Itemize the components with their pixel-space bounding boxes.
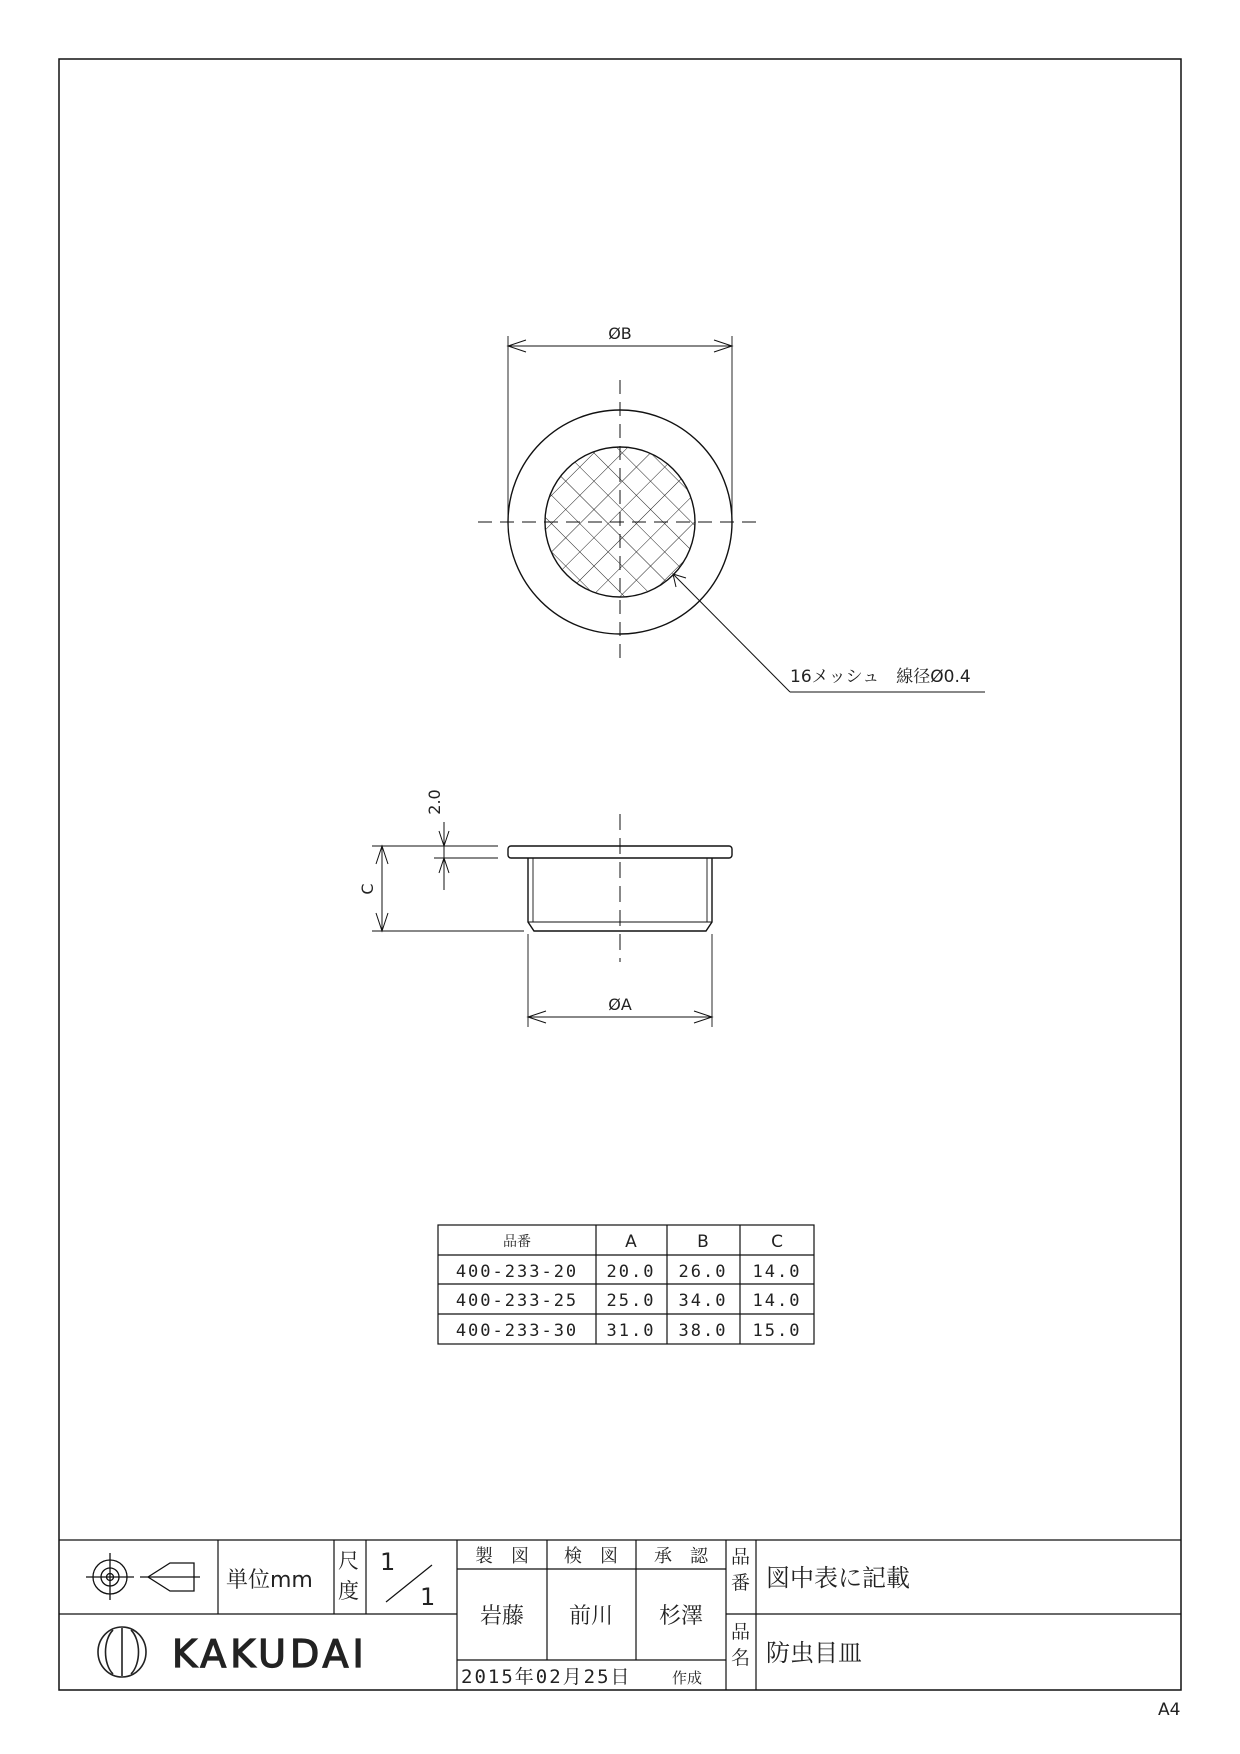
unit-label: 単位mm [226,1568,313,1593]
table-cell: 400-233-25 [455,1291,579,1311]
part-no-label-2: 番 [731,1572,751,1594]
part-name-label-1: 品 [731,1621,751,1643]
top-view [478,336,985,692]
title-block-text [226,1546,1180,1720]
kakudai-logo [98,1627,146,1677]
part-name-label-2: 名 [731,1647,751,1669]
part-no-value: 図中表に記載 [766,1564,910,1592]
table-cell: 26.0 [678,1262,728,1282]
table-header-part-no: 品番 [503,1234,531,1250]
projection-symbol-icon [86,1553,200,1600]
checked-label: 検 図 [564,1546,618,1567]
created-label: 作成 [672,1669,703,1687]
part-no-label-1: 品 [731,1546,751,1568]
approved-by: 杉澤 [658,1604,704,1629]
drawn-by: 岩藤 [479,1604,525,1629]
part-name-value: 防虫目皿 [766,1639,862,1667]
paper-size: A4 [1158,1700,1181,1720]
dim-b-label: ØB [608,324,632,343]
checked-by: 前川 [568,1604,614,1629]
table-cell: 34.0 [678,1291,728,1311]
dim-a-label: ØA [608,995,632,1014]
side-view [372,814,732,1027]
table-cell: 38.0 [678,1321,728,1341]
table-cell: 400-233-20 [455,1262,579,1282]
scale-label-1: 尺 [338,1549,359,1573]
logo-wordmark: KAKUDAI [172,1632,368,1676]
table-cell: 20.0 [606,1262,656,1282]
spec-table-text [456,1232,802,1341]
mesh-leader [673,574,790,692]
table-cell: 31.0 [606,1321,656,1341]
drawn-label: 製 図 [475,1546,529,1567]
dim-c-label: C [358,883,377,895]
scale-denominator: 1 [420,1583,436,1611]
mesh-note: 16メッシュ 線径Ø0.4 [790,667,971,687]
table-cell: 14.0 [752,1291,802,1311]
dim-flange-label: 2.0 [425,789,444,815]
table-header-c: C [771,1232,783,1252]
table-header-b: B [697,1232,709,1252]
scale-label-2: 度 [338,1579,359,1603]
table-header-a: A [625,1232,637,1252]
approved-label: 承 認 [654,1546,708,1567]
creation-date: 2015年02月25日 [461,1666,632,1688]
table-cell: 400-233-30 [455,1321,579,1341]
scale-numerator: 1 [380,1548,396,1576]
table-cell: 25.0 [606,1291,656,1311]
table-cell: 14.0 [752,1262,802,1282]
table-cell: 15.0 [752,1321,802,1341]
